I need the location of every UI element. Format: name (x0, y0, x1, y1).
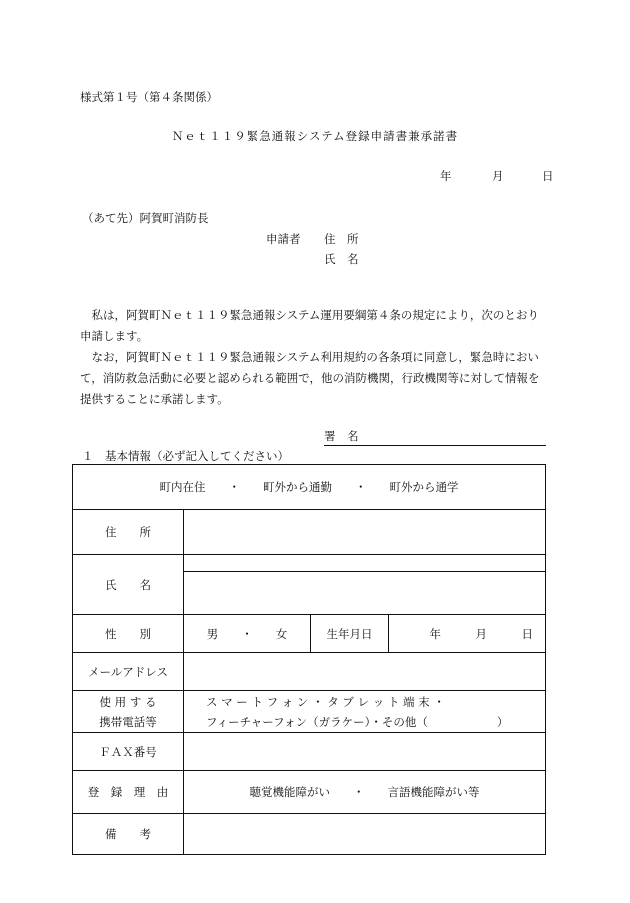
name-field[interactable] (184, 572, 546, 615)
fax-field[interactable] (184, 733, 546, 771)
applicant-address-label: 住 所 (324, 232, 359, 246)
section-title: １ 基本情報（必ず記入してください） (82, 449, 289, 463)
reason-options[interactable]: 聴覚機能障がい ・ 言語機能障がい等 (184, 771, 546, 814)
email-label: メールアドレス (73, 653, 184, 691)
address-field[interactable] (184, 510, 546, 555)
date-month: 月 (492, 169, 504, 183)
birthdate-field[interactable]: 年 月 日 (389, 615, 546, 653)
phone-label (73, 691, 184, 733)
phone-options-line-2: フィーチャーフォン（ガラケー）・その他（ ） (206, 714, 509, 729)
remarks-field[interactable] (184, 814, 546, 855)
gender-label: 性 別 (73, 615, 184, 653)
gender-options[interactable]: 男 ・ 女 (184, 615, 311, 653)
birthdate-label: 生年月日 (311, 615, 389, 653)
name-furigana-field[interactable] (184, 555, 546, 572)
form-number: 様式第１号（第４条関係） (80, 90, 218, 104)
applicant-block (266, 229, 359, 269)
date-day: 日 (542, 169, 554, 183)
email-field[interactable] (184, 653, 546, 691)
remarks-label: 備 考 (73, 814, 184, 855)
signature-label: 署 名 (324, 429, 359, 443)
date-year: 年 (440, 169, 452, 183)
phone-options-line-1: ス マ ー ト フ ォ ン ・ タ ブ レ ッ ト 端 末 ・ (206, 694, 445, 709)
fax-label: ＦＡＸ番号 (73, 733, 184, 771)
basic-info-table (72, 464, 546, 855)
phone-label-line-2: 携帯電話等 (99, 714, 157, 729)
phone-label-line-1: 使 用 す る (99, 694, 157, 709)
document-title: Ｎｅｔ１１９緊急通報システム登録申請書兼承諾書 (171, 129, 459, 143)
reason-label: 登 録 理 由 (73, 771, 184, 814)
body-text (80, 305, 550, 410)
residency-options[interactable]: 町内在住 ・ 町外から通勤 ・ 町外から通学 (73, 465, 546, 510)
date-line (440, 168, 554, 184)
addressee: （あて先）阿賀町消防長 (82, 211, 209, 225)
address-label: 住 所 (73, 510, 184, 555)
phone-options[interactable] (184, 691, 546, 733)
applicant-name-label: 氏 名 (324, 252, 359, 266)
name-label: 氏 名 (73, 555, 184, 615)
paragraph-1: 私は，阿賀町Ｎｅｔ１１９緊急通報システム運用要綱第４条の規定により，次のとおり申請します。 (80, 308, 539, 343)
signature-line[interactable] (324, 428, 546, 446)
paragraph-2: なお，阿賀町Ｎｅｔ１１９緊急通報システム利用規約の各条項に同意し，緊急時において，消防救急活動に必要と認められる範囲で，他の消防機関，行政機関等に対して情報を提供することに承諾します。 (80, 350, 540, 406)
applicant-label: 申請者 (266, 232, 301, 246)
